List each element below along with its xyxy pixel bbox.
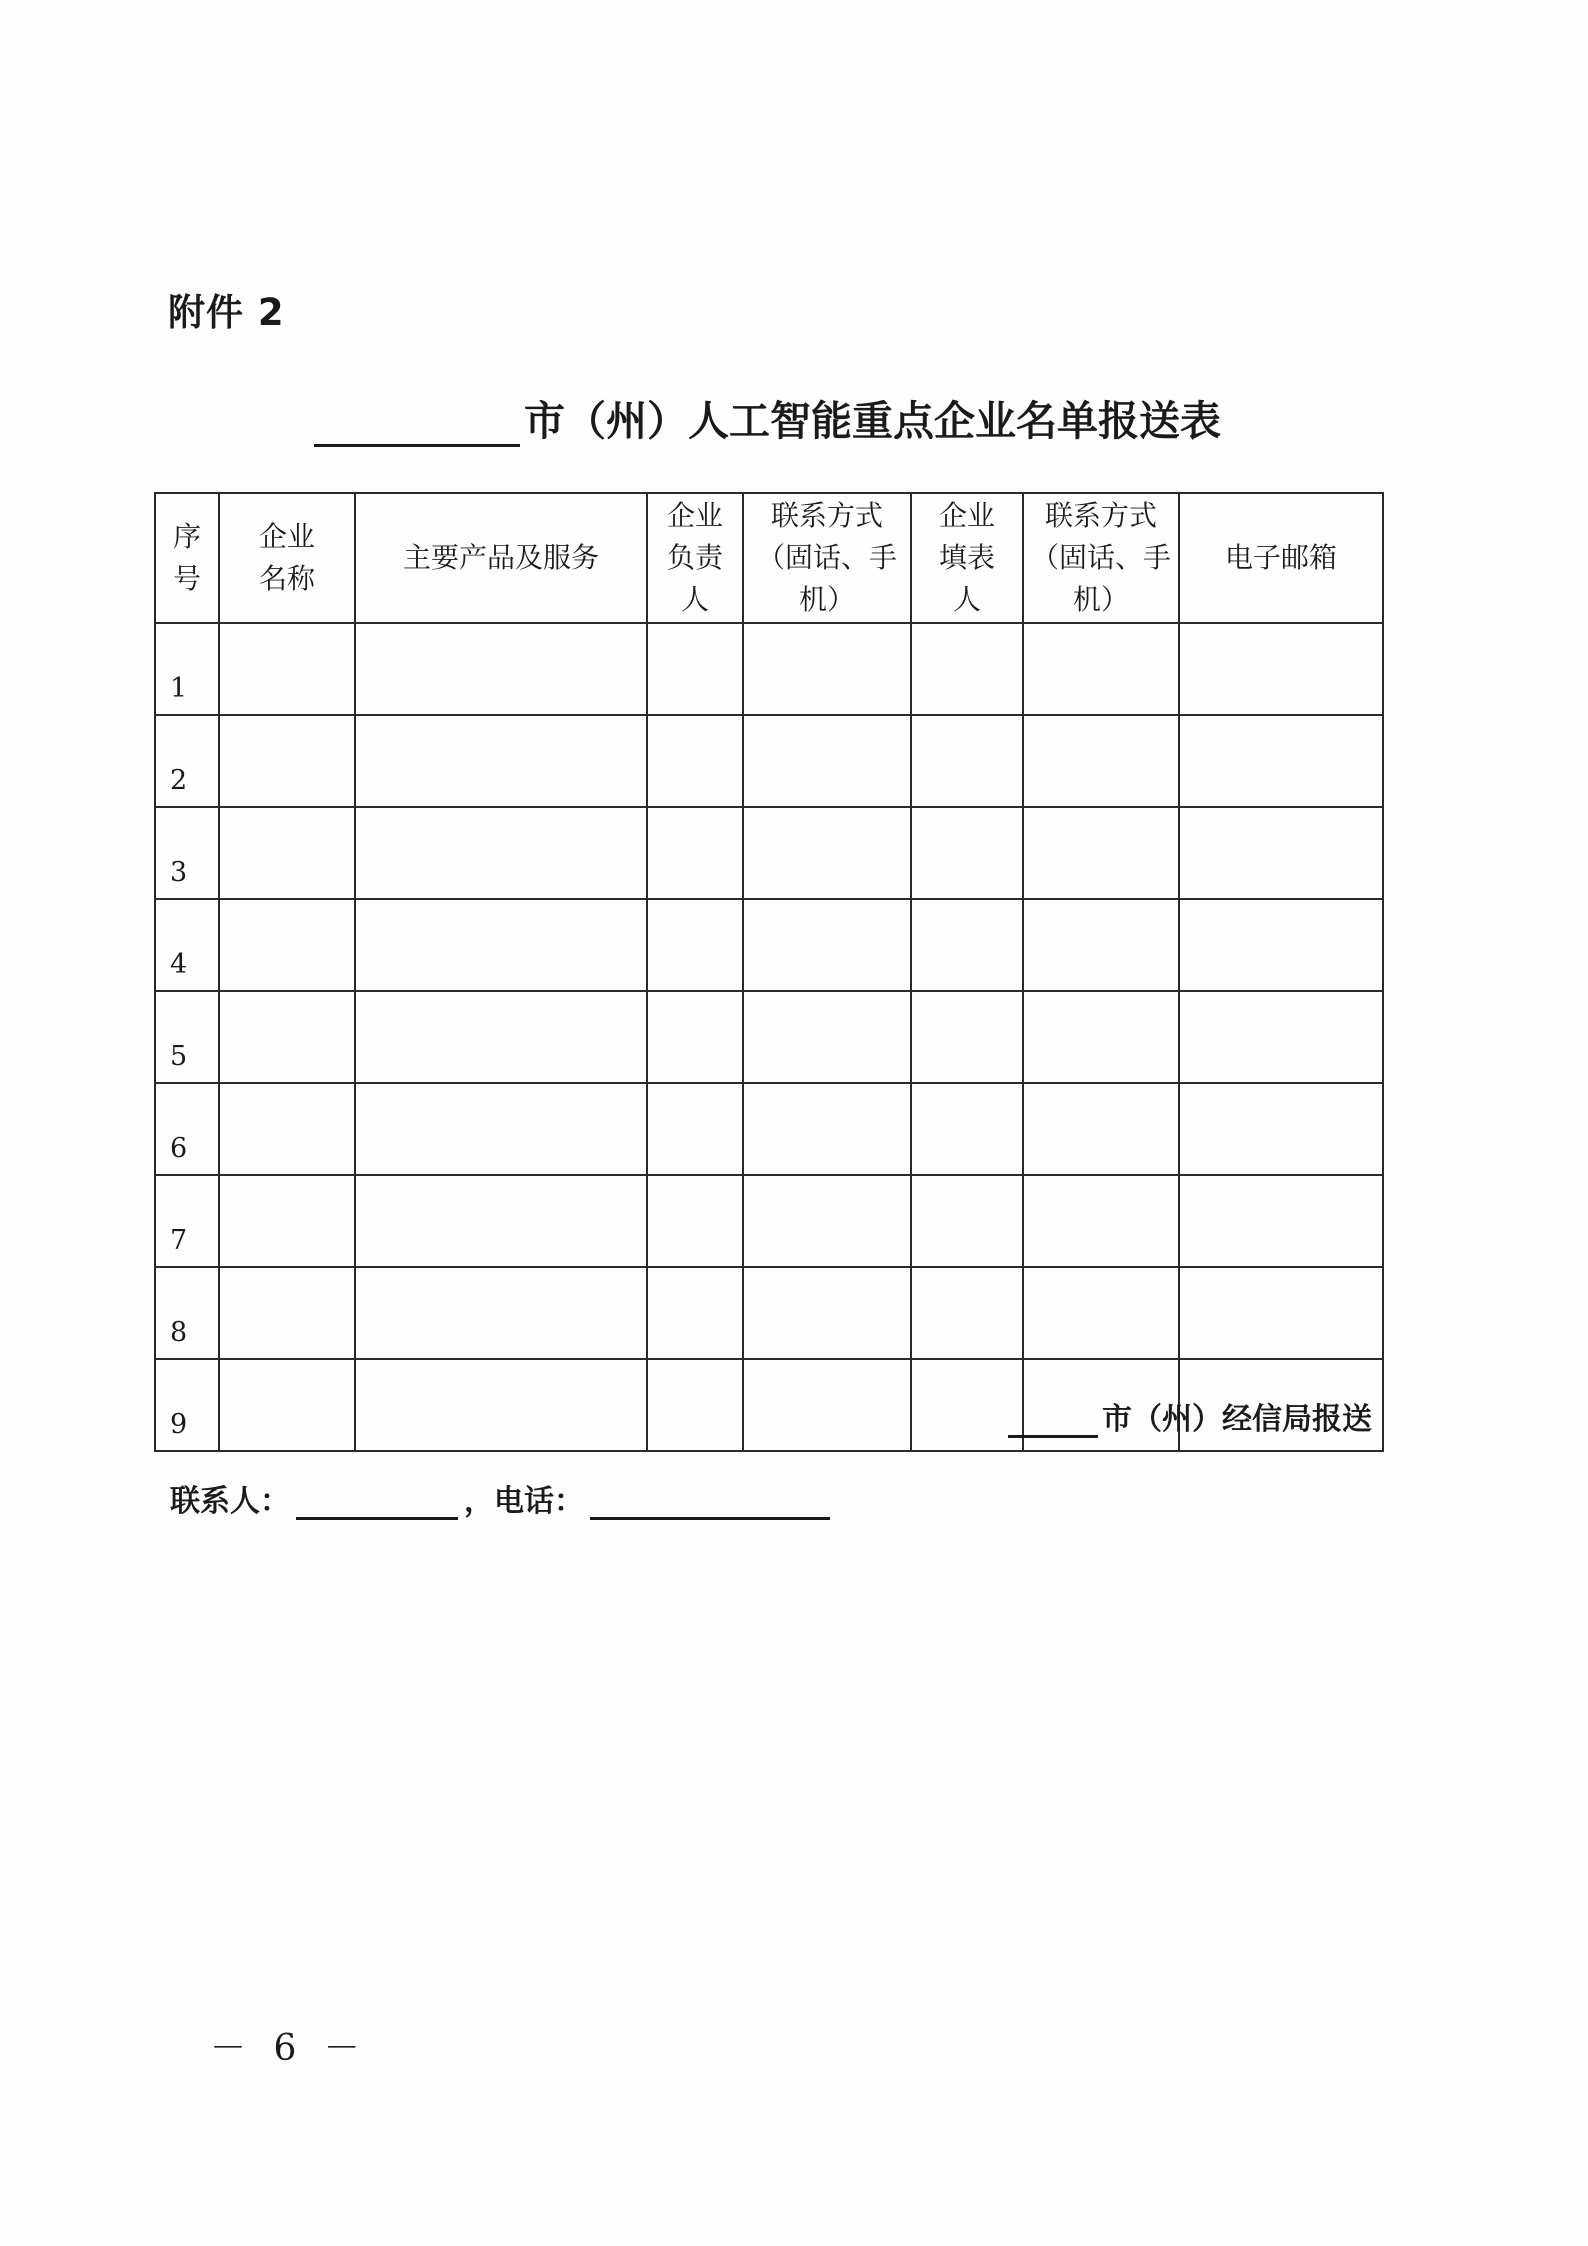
table-cell[interactable] [219, 1359, 355, 1451]
table-cell[interactable] [647, 1359, 743, 1451]
table-cell[interactable] [743, 807, 911, 899]
table-cell[interactable] [743, 1359, 911, 1451]
table-cell[interactable] [647, 1267, 743, 1359]
table-cell[interactable] [911, 991, 1023, 1083]
table-cell[interactable] [1179, 715, 1383, 807]
row-number-cell: 3 [155, 807, 219, 899]
contact-phone-blank[interactable] [590, 1487, 830, 1520]
table-row [155, 1175, 1383, 1267]
title-text: 市（州）人工智能重点企业名单报送表 [524, 397, 1221, 445]
row-number-cell: 9 [155, 1359, 219, 1451]
table-cell[interactable] [355, 623, 647, 715]
attachment-label: 附件 2 [168, 291, 285, 334]
header-line: 企业 [258, 520, 315, 553]
header-line: 企业 [938, 499, 995, 532]
header-seq [155, 493, 219, 623]
table-cell[interactable] [355, 1083, 647, 1175]
header-line: 序 [172, 520, 201, 553]
header-line: 负责 [666, 541, 723, 574]
table-cell[interactable] [647, 899, 743, 991]
contact-line [170, 1476, 830, 1520]
contact-person-blank[interactable] [296, 1487, 458, 1520]
table-cell[interactable] [911, 899, 1023, 991]
table-cell[interactable] [355, 991, 647, 1083]
table-cell[interactable] [355, 1175, 647, 1267]
document-title [314, 388, 1221, 447]
header-company-head [647, 493, 743, 623]
table-cell[interactable] [219, 623, 355, 715]
table-cell[interactable] [911, 807, 1023, 899]
table-cell[interactable] [355, 807, 647, 899]
header-line: 电子邮箱 [1224, 541, 1337, 574]
table-cell[interactable] [911, 623, 1023, 715]
table-cell[interactable] [911, 1083, 1023, 1175]
header-filler-contact [1023, 493, 1179, 623]
table-cell[interactable] [911, 1175, 1023, 1267]
row-number-cell: 5 [155, 991, 219, 1083]
submitted-by-text: 市（州）经信局报送 [1102, 1402, 1372, 1437]
table-cell[interactable] [911, 1267, 1023, 1359]
table-row [155, 807, 1383, 899]
table-cell[interactable] [355, 1267, 647, 1359]
table-row [155, 991, 1383, 1083]
table-cell[interactable] [743, 991, 911, 1083]
row-number-cell: 6 [155, 1083, 219, 1175]
header-line: 号 [172, 562, 201, 595]
table-cell[interactable] [647, 991, 743, 1083]
header-company-name [219, 493, 355, 623]
row-number-cell: 2 [155, 715, 219, 807]
header-line: 填表 [938, 541, 995, 574]
page-number: － 6 － [210, 2028, 368, 2069]
table-cell[interactable] [355, 715, 647, 807]
city-name-blank[interactable] [314, 400, 520, 447]
header-line: （固话、手 [756, 541, 897, 574]
table-cell[interactable] [1179, 1175, 1383, 1267]
header-line: （固话、手 [1030, 541, 1171, 574]
table-cell[interactable] [743, 715, 911, 807]
header-form-filler [911, 493, 1023, 623]
table-cell[interactable] [1179, 899, 1383, 991]
header-line: 企业 [666, 499, 723, 532]
table-cell[interactable] [1023, 899, 1179, 991]
table-cell[interactable] [1023, 807, 1179, 899]
table-cell[interactable] [355, 899, 647, 991]
table-cell[interactable] [911, 1359, 1023, 1451]
submitted-by-line [1008, 1394, 1372, 1438]
contact-phone-label: 电话： [494, 1484, 584, 1519]
row-number-cell: 7 [155, 1175, 219, 1267]
table-cell[interactable] [647, 1083, 743, 1175]
table-cell[interactable] [647, 807, 743, 899]
header-line: 人 [952, 583, 981, 616]
contact-person-label: 联系人： [170, 1484, 290, 1519]
header-line: 主要产品及服务 [402, 541, 599, 574]
table-cell[interactable] [743, 1267, 911, 1359]
table-row [155, 1083, 1383, 1175]
table-cell[interactable] [219, 1083, 355, 1175]
table-cell[interactable] [219, 807, 355, 899]
table-cell[interactable] [647, 715, 743, 807]
table-header-row [155, 493, 1383, 623]
table-cell[interactable] [219, 991, 355, 1083]
table-cell[interactable] [743, 1083, 911, 1175]
header-line: 联系方式 [770, 499, 883, 532]
table-cell[interactable] [1023, 623, 1179, 715]
table-cell[interactable] [219, 899, 355, 991]
table-row [155, 1267, 1383, 1359]
enterprise-list-table [154, 492, 1384, 1452]
table-body [155, 623, 1383, 1451]
row-number-cell: 4 [155, 899, 219, 991]
table-cell[interactable] [219, 1175, 355, 1267]
header-line: 名称 [258, 562, 315, 595]
table-cell[interactable] [1179, 1267, 1383, 1359]
header-line: 人 [680, 583, 709, 616]
table-cell[interactable] [1179, 1083, 1383, 1175]
header-products [355, 493, 647, 623]
table-cell[interactable] [219, 715, 355, 807]
row-number-cell: 1 [155, 623, 219, 715]
table-cell[interactable] [1023, 1083, 1179, 1175]
header-line: 机） [798, 583, 855, 616]
table-row [155, 623, 1383, 715]
table-row [155, 899, 1383, 991]
table-cell[interactable] [911, 715, 1023, 807]
header-line: 联系方式 [1044, 499, 1157, 532]
table-row [155, 715, 1383, 807]
table-cell[interactable] [1179, 623, 1383, 715]
submitting-city-blank[interactable] [1008, 1405, 1098, 1438]
table-cell[interactable] [647, 623, 743, 715]
header-email [1179, 493, 1383, 623]
table-cell[interactable] [1023, 991, 1179, 1083]
table-cell[interactable] [743, 899, 911, 991]
contact-separator: ， [464, 1484, 494, 1519]
header-line: 机） [1072, 583, 1129, 616]
table-cell[interactable] [1179, 807, 1383, 899]
table-cell[interactable] [1023, 1175, 1179, 1267]
table-cell[interactable] [1179, 991, 1383, 1083]
table-cell[interactable] [647, 1175, 743, 1267]
table-cell[interactable] [1023, 715, 1179, 807]
table-cell[interactable] [1023, 1267, 1179, 1359]
row-number-cell: 8 [155, 1267, 219, 1359]
table-cell[interactable] [355, 1359, 647, 1451]
table-cell[interactable] [743, 1175, 911, 1267]
table-cell[interactable] [219, 1267, 355, 1359]
header-head-contact [743, 493, 911, 623]
table-cell[interactable] [743, 623, 911, 715]
